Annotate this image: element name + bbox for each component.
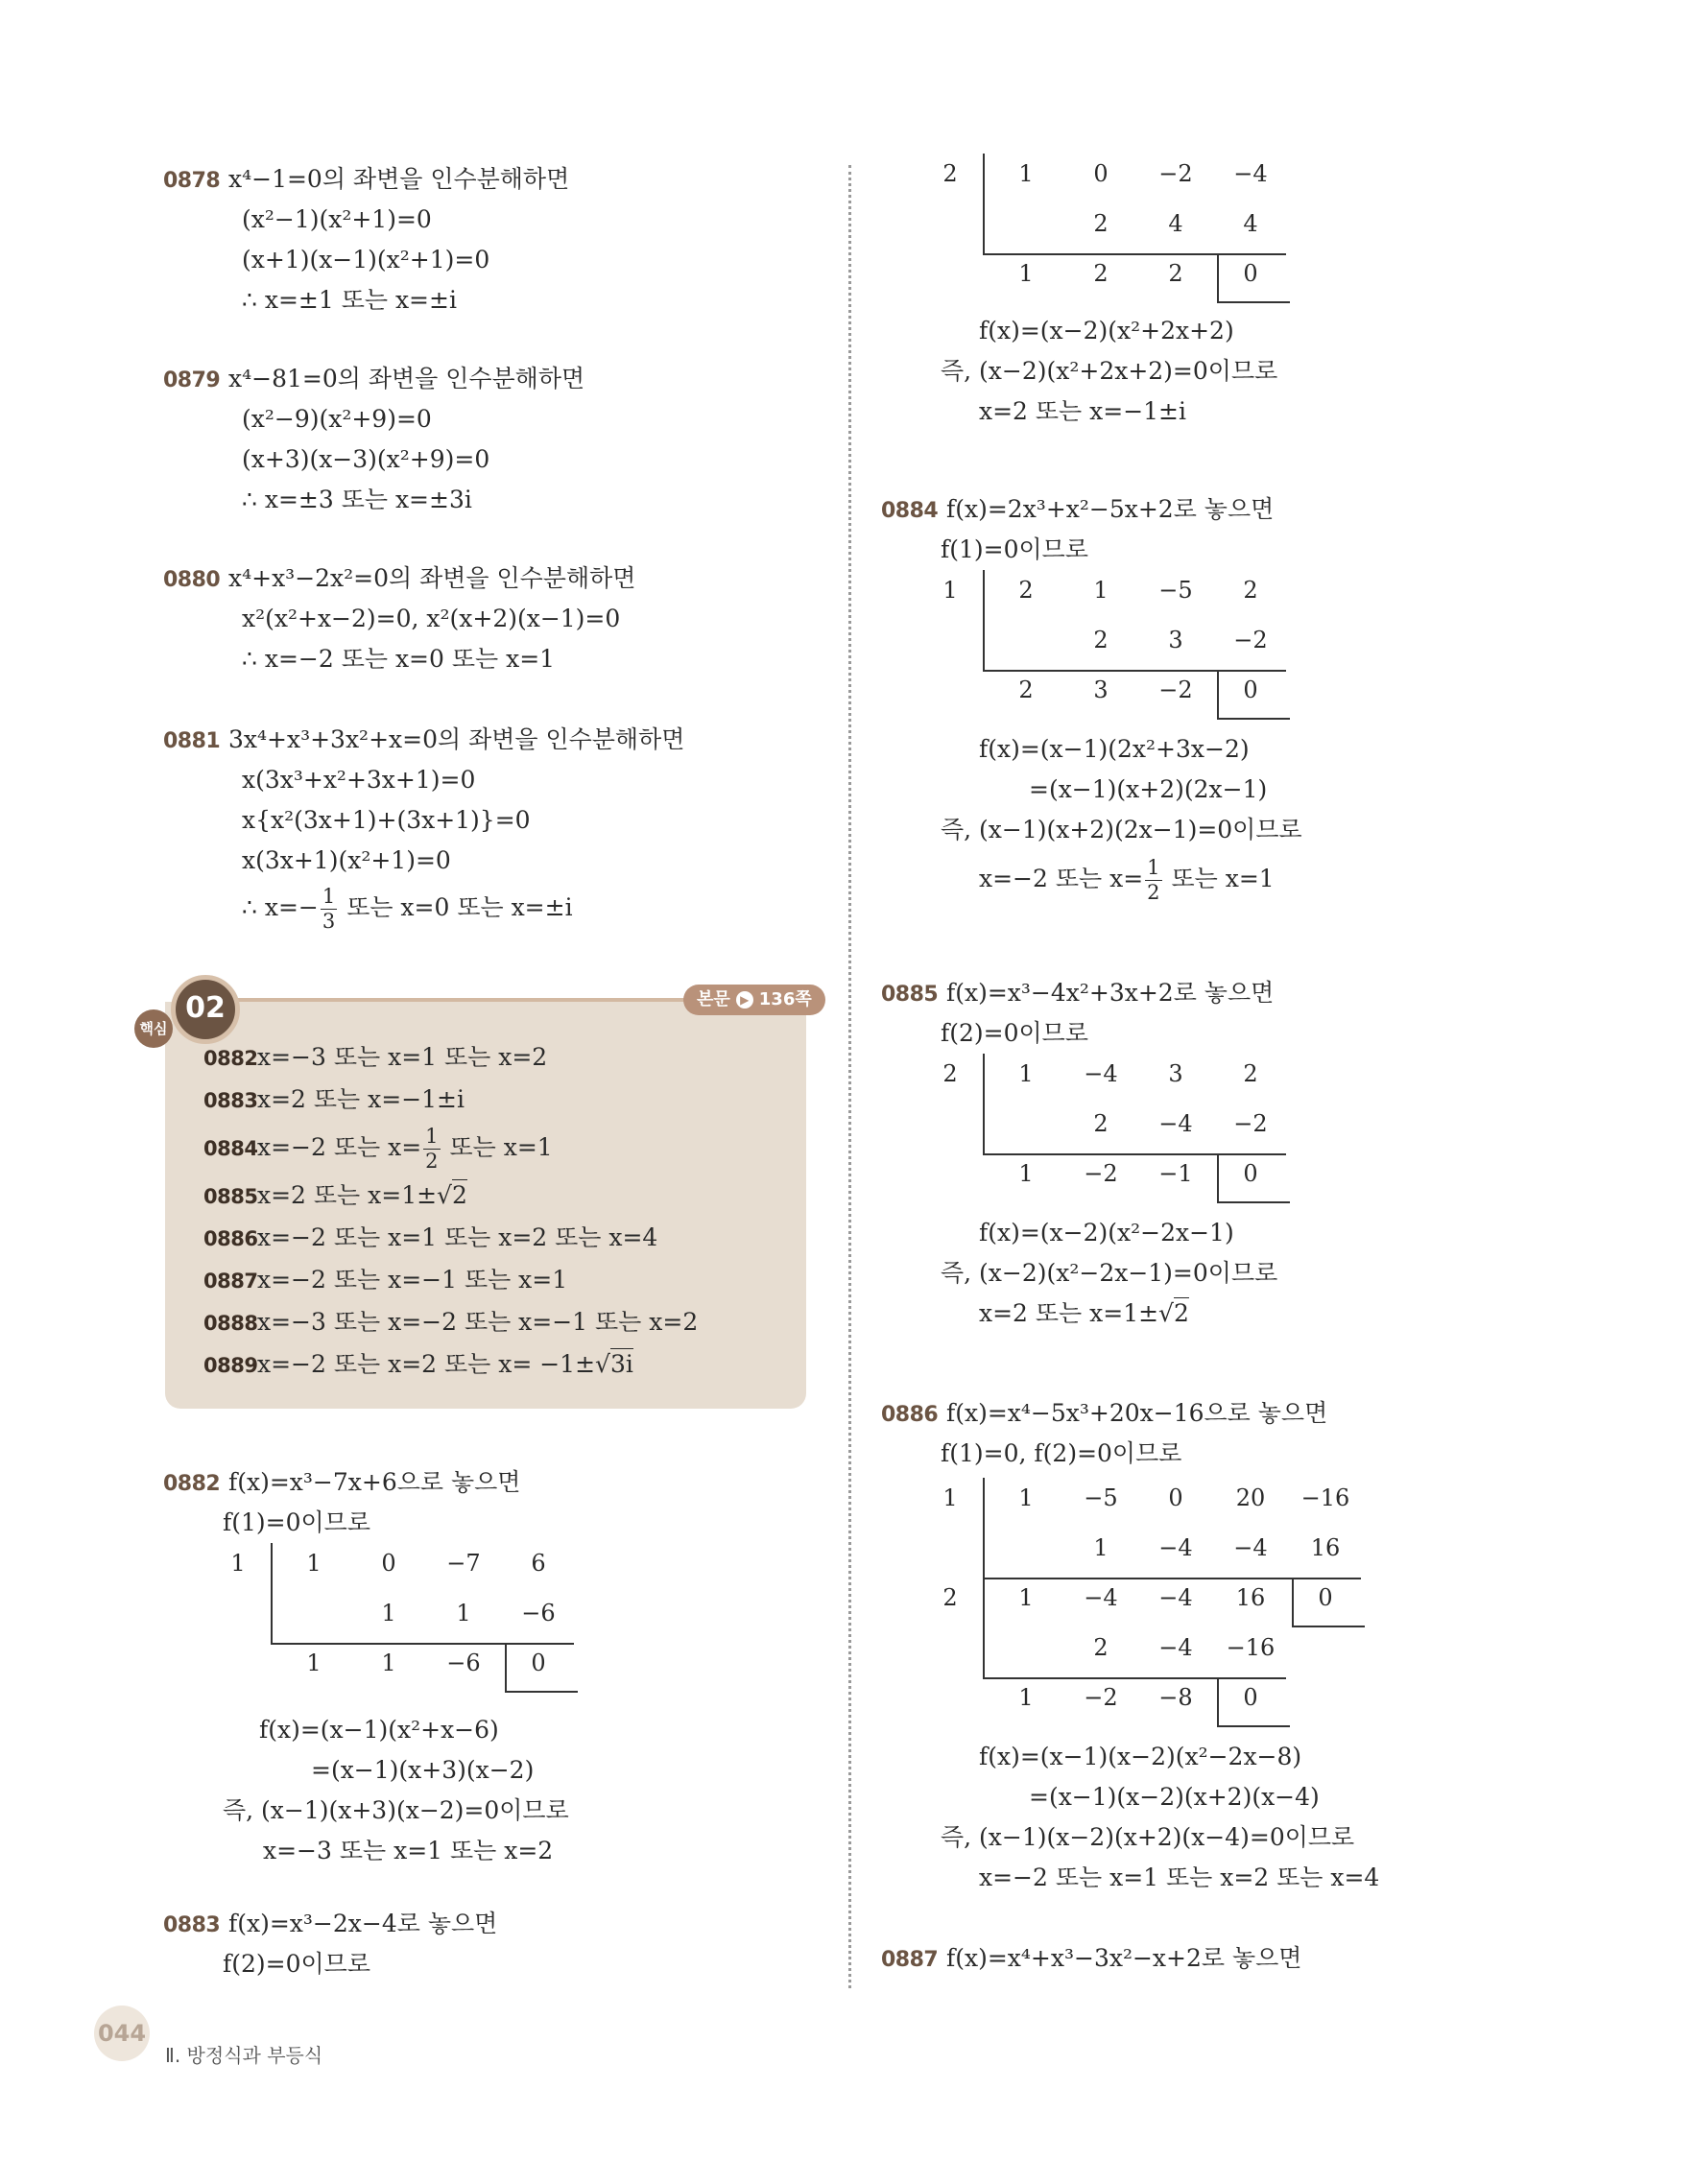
problem-line: =(x−1)(x−2)(x+2)(x−4) [1029, 1783, 1320, 1811]
result-cell: 0 [1243, 677, 1258, 703]
problem-line: (x²−9)(x²+9)=0 [242, 405, 432, 433]
problem-line: f(1)=0, f(2)=0이므로 [941, 1439, 1182, 1467]
partial-cell: 16 [1310, 1534, 1341, 1561]
problem-line: 즉, (x−1)(x+3)(x−2)=0이므로 [223, 1796, 569, 1824]
remainder-box [505, 1643, 578, 1693]
summary-list [203, 1036, 698, 1386]
division-bar [983, 570, 985, 672]
summary-item: 0884x=−2 또는 x= $\frac{1}{2}$ 또는 x=1 [203, 1125, 553, 1173]
problem-line: ∴ x=±3 또는 x=±3i [242, 486, 472, 513]
summary-item: 0889x=−2 또는 x=2 또는 x= −1±√3i [203, 1350, 633, 1378]
result-cell: −2 [1084, 1684, 1118, 1711]
problem-line: (x+1)(x−1)(x²+1)=0 [242, 246, 490, 273]
result-cell: 1 [1018, 1684, 1034, 1711]
problem-line: 즉, (x−1)(x+2)(2x−1)=0이므로 [941, 816, 1302, 843]
summary-item: 0888x=−3 또는 x=−2 또는 x=−1 또는 x=2 [203, 1308, 699, 1336]
result-cell: 2 [1168, 260, 1183, 287]
fraction: $\frac{1}{3}$ [322, 885, 336, 933]
remainder-box [1217, 1153, 1290, 1203]
synthetic-division-0883 [942, 159, 1344, 313]
partial-cell: 2 [1093, 1634, 1109, 1661]
fraction: $\frac{1}{2}$ [425, 1125, 439, 1173]
problem-line: f(2)=0이므로 [223, 1950, 370, 1978]
coefficient-cell: −5 [1084, 1484, 1118, 1511]
result-cell: 2 [1018, 677, 1034, 703]
problem-number: 0883 [163, 1913, 221, 1937]
coefficient-cell: 6 [531, 1550, 546, 1577]
problem-line: f(x)=(x−1)(x²+x−6) [259, 1716, 499, 1744]
result-cell: −4 [1084, 1584, 1118, 1611]
result-cell: −4 [1158, 1584, 1193, 1611]
problem-0879 [163, 359, 584, 520]
partial-cell: −2 [1233, 1110, 1268, 1137]
partial-cell: −4 [1158, 1110, 1193, 1137]
result-cell: 0 [1243, 260, 1258, 287]
problem-line: x⁴−81=0의 좌변을 인수분해하면 [228, 365, 585, 392]
problem-line: x=2 또는 x=−1±i [979, 397, 1186, 425]
result-cell: 3 [1093, 677, 1109, 703]
remainder-box [1217, 670, 1290, 720]
coefficient-cell: 0 [1168, 1484, 1183, 1511]
problem-line: x⁴−1=0의 좌변을 인수분해하면 [228, 165, 570, 193]
result-cell: 16 [1235, 1584, 1266, 1611]
problem-line [163, 881, 684, 935]
problem-line: ∴ x=−2 또는 x=0 또는 x=1 [242, 645, 556, 673]
result-cell: −2 [1084, 1160, 1118, 1187]
problem-0884 [881, 489, 1274, 570]
problem-line: f(2)=0이므로 [941, 1019, 1088, 1047]
division-bar [983, 1578, 985, 1679]
problem-line: f(1)=0이므로 [223, 1508, 370, 1536]
problem-line: x=−3 또는 x=1 또는 x=2 [263, 1837, 554, 1864]
partial-cell: −16 [1226, 1634, 1276, 1661]
problem-0881 [163, 720, 684, 935]
reference-pill[interactable] [683, 985, 825, 1015]
coefficient-cell: −2 [1158, 160, 1193, 187]
remainder-box [1217, 1677, 1290, 1727]
coefficient-cell: 3 [1168, 1060, 1183, 1087]
coefficient-cell: −7 [446, 1550, 481, 1577]
problem-line: x⁴+x³−2x²=0의 좌변을 인수분해하면 [228, 564, 636, 592]
result-cell: −1 [1158, 1160, 1193, 1187]
arrow-right-icon: ▶ [736, 991, 753, 1009]
problem-line: f(x)=2x³+x²−5x+2로 놓으면 [946, 495, 1275, 523]
problem-number: 0878 [163, 169, 221, 193]
problem-number: 0882 [163, 1472, 221, 1496]
problem-0884-result [881, 729, 1302, 908]
reference-page: 136쪽 [758, 989, 812, 1009]
partial-cell: 2 [1093, 1110, 1109, 1137]
result-cell: −2 [1158, 677, 1193, 703]
partial-cell: 2 [1093, 210, 1109, 237]
summary-item: 0883x=2 또는 x=−1±i [203, 1085, 465, 1113]
problem-line: 즉, (x−1)(x−2)(x+2)(x−4)=0이므로 [941, 1823, 1355, 1851]
coefficient-cell: 20 [1235, 1484, 1266, 1511]
division-bar [983, 1478, 985, 1579]
partial-cell: 1 [456, 1600, 471, 1626]
coefficient-cell: 0 [1093, 160, 1109, 187]
problem-number: 0886 [881, 1403, 939, 1427]
problem-line: f(x)=(x−1)(x−2)(x²−2x−8) [979, 1743, 1302, 1770]
summary-item: 0885x=2 또는 x=1±√2 [203, 1181, 467, 1209]
result-cell: −8 [1158, 1684, 1193, 1711]
coefficient-cell: 2 [1243, 1060, 1258, 1087]
summary-item: 0886x=−2 또는 x=1 또는 x=2 또는 x=4 [203, 1223, 658, 1251]
page-number: 044 [94, 2006, 150, 2061]
coefficient-cell: −16 [1300, 1484, 1350, 1511]
result-cell: 0 [1243, 1160, 1258, 1187]
partial-cell: 1 [1093, 1534, 1109, 1561]
division-bar [271, 1543, 273, 1645]
problem-line: x²(x²+x−2)=0, x²(x+2)(x−1)=0 [242, 605, 621, 632]
problem-0886-result [881, 1737, 1379, 1898]
partial-cell: 3 [1168, 627, 1183, 653]
problem-line: x=−2 또는 x=1 또는 x=2 또는 x=4 [979, 1864, 1380, 1891]
coefficient-cell: 1 [306, 1550, 322, 1577]
divisor-cell: 1 [230, 1550, 246, 1577]
problem-line: 즉, (x−2)(x²−2x−1)=0이므로 [941, 1259, 1278, 1287]
problem-line: =(x−1)(x+3)(x−2) [311, 1756, 535, 1784]
problem-0882 [163, 1462, 520, 1543]
coefficient-cell: 2 [1018, 577, 1034, 604]
remainder-box [1292, 1578, 1365, 1627]
problem-number: 0879 [163, 368, 221, 392]
problem-line: x{x²(3x+1)+(3x+1)}=0 [242, 806, 531, 834]
reference-label: 본문 [697, 989, 730, 1009]
core-tag: 핵심 [134, 1009, 173, 1048]
problem-0883 [163, 1904, 497, 1984]
coefficient-cell: 0 [381, 1550, 396, 1577]
problem-line: f(x)=x³−2x−4로 놓으면 [228, 1910, 498, 1937]
partial-cell: 2 [1093, 627, 1109, 653]
problem-line: ∴ x=±1 또는 x=±i [242, 286, 457, 314]
synthetic-division-0886 [942, 1484, 1420, 1743]
problem-line: f(x)=x³−7x+6으로 놓으면 [228, 1468, 521, 1496]
divisor-cell: 1 [942, 1484, 958, 1511]
division-bar [983, 154, 985, 255]
problem-number: 0887 [881, 1948, 939, 1972]
coefficient-cell: −4 [1233, 160, 1268, 187]
problem-line: (x²−1)(x²+1)=0 [242, 205, 432, 233]
summary-item: 0882x=−3 또는 x=1 또는 x=2 [203, 1043, 548, 1071]
result-cell: 2 [1093, 260, 1109, 287]
problem-number: 0885 [881, 983, 939, 1007]
result-cell: 1 [1018, 1584, 1034, 1611]
coefficient-cell: 1 [1093, 577, 1109, 604]
coefficient-cell: 1 [1018, 1484, 1034, 1511]
problem-line: 즉, (x−2)(x²+2x+2)=0이므로 [941, 357, 1278, 385]
division-bar [983, 1054, 985, 1155]
partial-cell: −4 [1158, 1634, 1193, 1661]
coefficient-cell: 1 [1018, 1060, 1034, 1087]
result-cell: 1 [1018, 260, 1034, 287]
partial-cell: −4 [1233, 1534, 1268, 1561]
column-divider [848, 165, 851, 1988]
problem-number: 0884 [881, 499, 939, 523]
problem-line: f(x)=(x−1)(2x²+3x−2) [979, 735, 1250, 763]
coefficient-cell: −5 [1158, 577, 1193, 604]
partial-cell: −2 [1233, 627, 1268, 653]
problem-0886 [881, 1393, 1327, 1474]
problem-line: 3x⁴+x³+3x²+x=0의 좌변을 인수분해하면 [228, 725, 685, 753]
problem-line: =(x−1)(x+2)(2x−1) [1029, 775, 1268, 803]
problem-line: x=2 또는 x=1±√2 [979, 1299, 1189, 1327]
problem-0880 [163, 558, 635, 679]
problem-0885 [881, 973, 1274, 1054]
summary-item: 0887x=−2 또는 x=−1 또는 x=1 [203, 1266, 568, 1294]
coefficient-cell: 2 [1243, 577, 1258, 604]
partial-cell: −4 [1158, 1534, 1193, 1561]
result-cell: 1 [306, 1650, 322, 1676]
problem-line: f(x)=x³−4x²+3x+2로 놓으면 [946, 979, 1275, 1007]
problem-line: f(x)=(x−2)(x²−2x−1) [979, 1219, 1234, 1246]
problem-number: 0881 [163, 729, 221, 753]
problem-0882-result [163, 1710, 569, 1871]
result-cell: −6 [446, 1650, 481, 1676]
section-badge: 02 [171, 975, 240, 1044]
partial-cell: 4 [1168, 210, 1183, 237]
problem-line: f(x)=(x−2)(x²+2x+2) [979, 317, 1234, 344]
problem-line: f(1)=0이므로 [941, 535, 1088, 563]
problem-line: f(x)=x⁴+x³−3x²−x+2로 놓으면 [946, 1944, 1302, 1972]
problem-number: 0880 [163, 568, 221, 592]
divisor-cell: 1 [942, 577, 958, 604]
problem-0887 [881, 1938, 1301, 1979]
problem-0885-result [881, 1213, 1277, 1334]
divisor-cell: 2 [942, 160, 958, 187]
partial-cell: −6 [521, 1600, 556, 1626]
result-cell: 0 [1318, 1584, 1333, 1611]
synthetic-division-0882 [230, 1549, 612, 1702]
problem-line: (x+3)(x−3)(x²+9)=0 [242, 445, 490, 473]
remainder-box [1217, 253, 1290, 303]
problem-line: x(3x+1)(x²+1)=0 [242, 846, 451, 874]
problem-line: f(x)=x⁴−5x³+20x−16으로 놓으면 [946, 1399, 1328, 1427]
answer-suffix: 또는 x=0 또는 x=±i [346, 893, 573, 921]
result-cell: 0 [1243, 1684, 1258, 1711]
result-cell: 0 [531, 1650, 546, 1676]
problem-0883-result [881, 311, 1277, 432]
coefficient-cell: 1 [1018, 160, 1034, 187]
chapter-title: Ⅱ. 방정식과 부등식 [165, 2044, 323, 2067]
answer-prefix: ∴ x=− [242, 893, 319, 921]
result-cell: 1 [1018, 1160, 1034, 1187]
partial-cell: 1 [381, 1600, 396, 1626]
problem-line: x=−2 또는 x= $\frac{1}{2}$ 또는 x=1 [979, 856, 1275, 904]
result-cell: 1 [381, 1650, 396, 1676]
problem-0878 [163, 159, 569, 320]
divisor-cell: 2 [942, 1060, 958, 1087]
divisor-cell: 2 [942, 1584, 958, 1611]
partial-cell: 4 [1243, 210, 1258, 237]
problem-line: x(3x³+x²+3x+1)=0 [242, 766, 476, 794]
coefficient-cell: −4 [1084, 1060, 1118, 1087]
fraction: $\frac{1}{2}$ [1147, 856, 1160, 904]
synthetic-division-0884 [942, 576, 1344, 729]
synthetic-division-0885 [942, 1059, 1344, 1213]
